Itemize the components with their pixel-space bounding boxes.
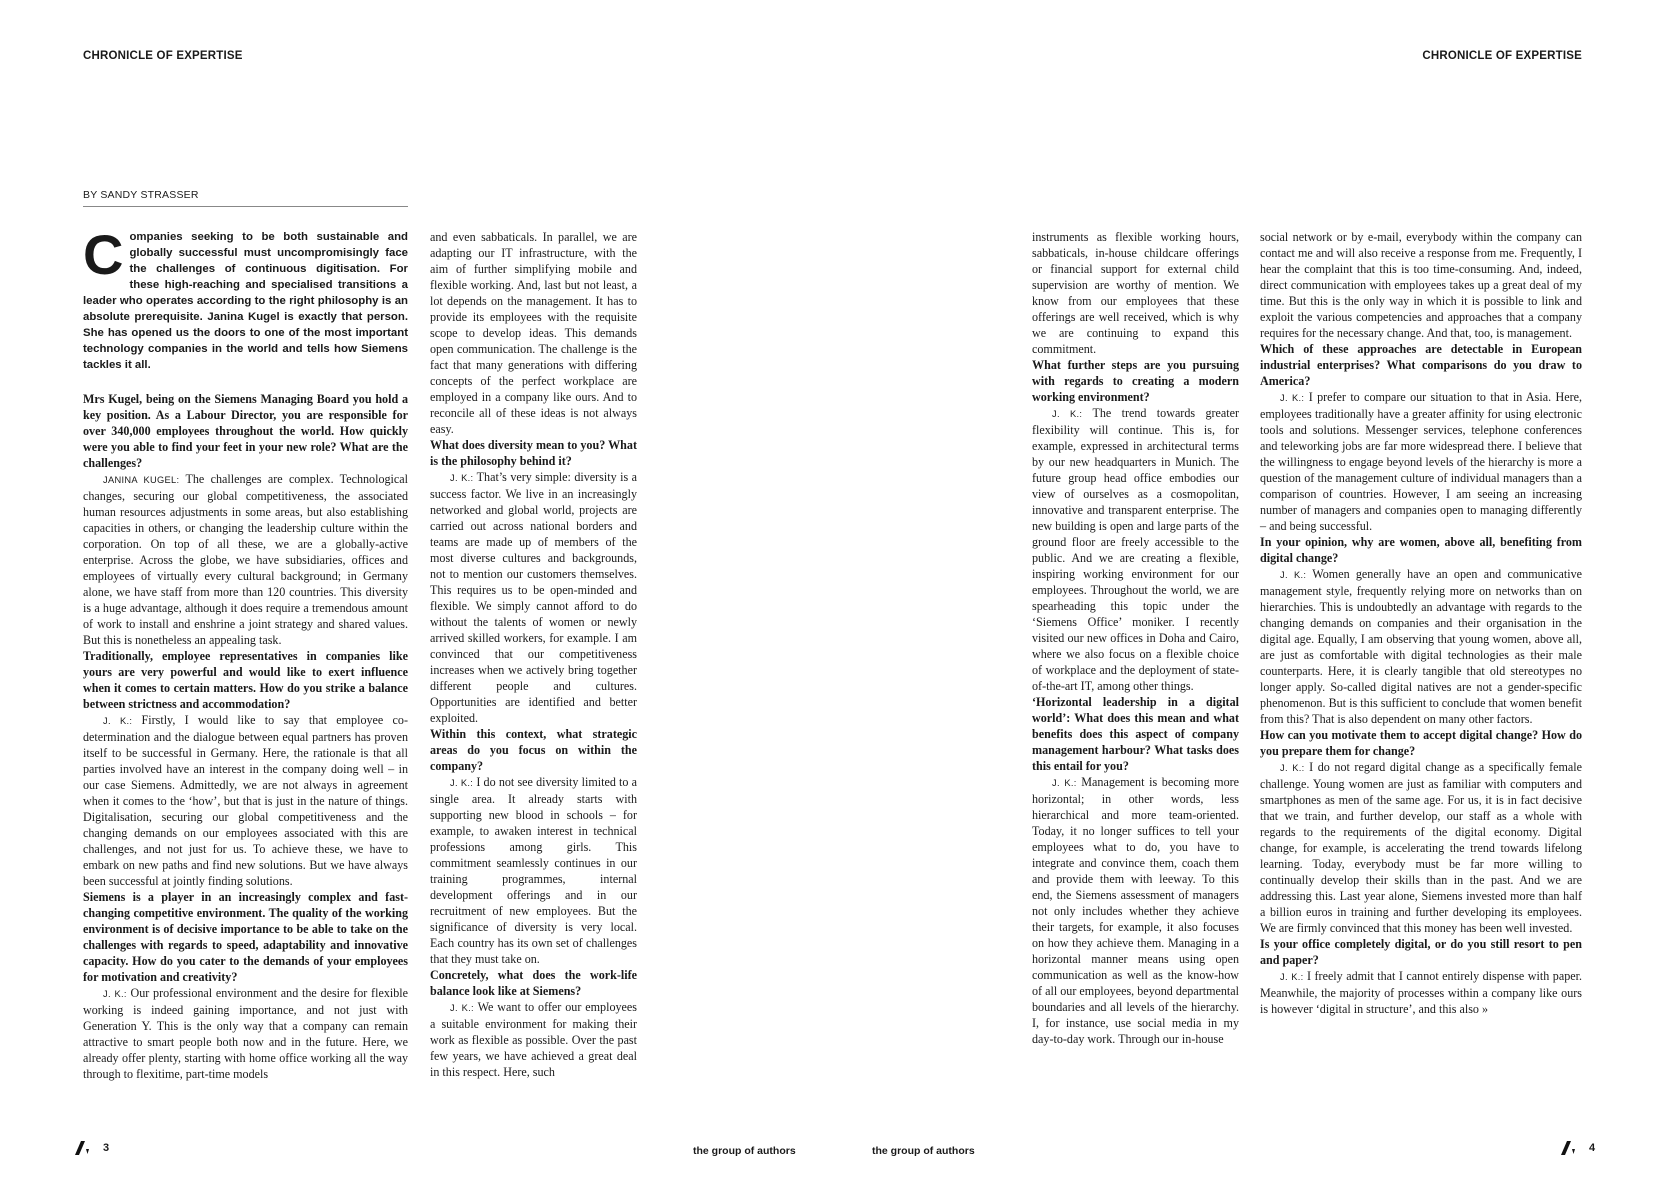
article-column-1	[83, 223, 409, 1082]
speaker-label: J. K.:	[450, 1003, 474, 1013]
question: How can you motivate them to accept digital change? How do you prepare them for change?	[1260, 728, 1582, 758]
intro-lead	[83, 223, 408, 373]
answer-text: I do not see diversity limited to a single area. It already starts with supporting new blood in schools – for example, to awaken interest in technical professions among girls. This commitment seamlessly continues in our training programmes, internal development offerings and in our recruitment of new employees. But the significance of diversity is very local. Each country has its own set of challenges that they must take on.	[430, 775, 638, 966]
page-number: 3	[103, 1142, 110, 1154]
speaker-label: J. K.:	[103, 989, 127, 999]
page-number-left	[75, 1141, 109, 1155]
speaker-label: J. K.:	[450, 778, 474, 788]
answer	[1032, 405, 1239, 694]
intro-text: ompanies seeking to be both sustainable and globally successful must uncompromisingly face the challenges of continuous digitisation. For these high-reaching and specialised transitions a leader who operates according to the right philosophy is an absolute prerequisite. Janina Kugel is exactly that person. She has opened us the doors to one of the most important technology companies in the world and tells how Siemens tackles it all.	[83, 231, 408, 371]
answer	[1260, 968, 1582, 1017]
answer	[83, 985, 408, 1082]
speaker-label: J. K.:	[1280, 972, 1304, 982]
answer-text: That’s very simple: diversity is a success factor. We live in an increasingly networked and global world, projects are carried out across national borders and teams are made up of members of the most diverse cultures and backgrounds, not to mention our customers themselves. This requires us to be open-minded and flexible. We simply cannot afford to do without the talents of women or newly arrived skilled workers, for example. I am convinced that our competitiveness increases when we actively bring together different people and cultures. Opportunities are identified and better exploited.	[430, 470, 637, 725]
answer	[430, 774, 637, 967]
question: ‘Horizontal leadership in a digital world’: What does this mean and what benefits does this aspect of company management harbour? What tasks does this entail for you?	[1032, 695, 1239, 773]
speaker-label: J. K.:	[450, 473, 474, 483]
answer	[83, 712, 408, 889]
question: Traditionally, employee representatives in companies like yours are very powerful and would like to exert influence when it comes to certain matters. How do you strike a balance between strictness and accommodation?	[83, 649, 408, 711]
question: Within this context, what strategic areas do you focus on within the company?	[430, 727, 637, 773]
answer	[430, 469, 637, 726]
question: Siemens is a player in an increasingly complex and fast-changing competitive environment. The quality of the working environment is of decisive importance to be able to take on the challenges with regards to speed, adaptability and innovative capacity. How do you cater to the demands of your employees for motivation and creativity?	[83, 890, 408, 984]
question: Which of these approaches are detectable in European industrial enterprises? What comparisons do you draw to America?	[1260, 342, 1582, 388]
answer-text: Management is becoming more horizontal; in other words, less hierarchical and more team-oriented. Today, it no longer suffices to tell your employees what to do, you have to integrate and convince them, coach them and provide them with leeway. To this end, the Siemens assessment of managers not only includes whether they achieve their targets, for example, it also focuses on how they achieve them. Managing in a horizontal manner means using open communication as well as the know-how of all our employees, beyond departmental boundaries and all levels of the hierarchy. I, for instance, use social media in my day-to-day work. Through our in-house	[1032, 775, 1240, 1046]
answer	[430, 999, 637, 1080]
answer	[1260, 389, 1582, 534]
answer	[1260, 759, 1582, 936]
answer	[1260, 566, 1582, 727]
slash-logo-icon	[75, 1141, 93, 1155]
speaker-label: J. K.:	[1052, 778, 1077, 788]
article-column-2	[430, 229, 637, 1080]
speaker-label: J. K.:	[1280, 393, 1305, 403]
answer-text: Firstly, I would like to say that employee co-determination and the dialogue between equal partners has proven itself to be successful in Germany. Here, the rationale is that all parties involved have an interest in the company doing well – in our case Siemens. Admittedly, we are not always in agreement when it comes to the ‘how’, but that is just in the nature of things. Digitalisation, securing our global competitiveness and the changing demands on our employees associated with this are challenges, and not just for us. To achieve these, we have to embark on new paths and find new solutions. But we have always been successful at jointly finding solutions.	[83, 713, 409, 888]
page-number: 4	[1589, 1142, 1596, 1154]
speaker-label: J. K.:	[103, 716, 133, 726]
answer-text: Our professional environment and the desire for flexible working is indeed gaining importance, and not just with Generation Y. This is the only way that a company can remain attractive to smart people both now and in the future. Here, we already offer plenty, starting with home office working all the way through to flexitime, part-time models	[83, 986, 408, 1081]
answer-text: The challenges are complex. Technological changes, securing our global competitiveness, the associated human resources adjustments in some areas, but also establishing capacities in others, or changing the leadership culture within the corporation. On top of all these, we are a globally-active enterprise. Across the globe, we have subsidiaries, offices and employees of virtually every cultural background; in Germany alone, we have staff from more than 120 countries. This diversity is a huge advantage, although it does require a tremendous amount of work to install and enshrine a joint strategy and shared values. But this is nonetheless an appealing task.	[83, 472, 408, 647]
speaker-label: J. K.:	[1052, 409, 1083, 419]
drop-cap: C	[83, 223, 124, 286]
page-number-right	[1561, 1141, 1595, 1155]
question: Is your office completely digital, or do you still resort to pen and paper?	[1260, 937, 1582, 967]
answer-continued: instruments as flexible working hours, sabbaticals, in-house childcare offerings or financial support for external child supervision are worthy of mention. We know from our employees that these offerings are well received, which is why we are continuing to expand this commitment.	[1032, 230, 1239, 356]
question: What does diversity mean to you? What is the philosophy behind it?	[430, 438, 637, 468]
footer-credit-right: the group of authors	[872, 1145, 975, 1157]
speaker-label: J. K.:	[1280, 570, 1307, 580]
article-column-4	[1260, 229, 1582, 1017]
answer-continued: social network or by e-mail, everybody within the company can contact me and will also receive a response from me. Frequently, I hear the complaint that this is too time-consuming. And, indeed, direct communication with employees takes up a great deal of my time. But this is the only way in which it is possible to link and exploit the various competencies and approaches that a company requires for the necessary change. And that, too, is management.	[1260, 230, 1582, 340]
running-head-right: CHRONICLE OF EXPERTISE	[1422, 50, 1582, 62]
answer	[1032, 774, 1239, 1047]
answer-text: The trend towards greater flexibility will continue. This is, for example, expressed in architectural terms by our new headquarters in Munich. The future group head office embodies our view of ourselves as a cosmopolitan, innovative and transparent enterprise. The new building is open and large parts of the ground floor are freely accessible to the public. And we are creating a flexible, inspiring working environment for our employees. Throughout the world, we are spearheading this topic under the ‘Siemens Office’ moniker. I recently visited our new offices in Doha and Cairo, where we also focus on a flexible choice of workplace and the deployment of state-of-the-art IT, among other things.	[1032, 406, 1240, 693]
running-head-left: CHRONICLE OF EXPERTISE	[83, 50, 243, 62]
byline: BY SANDY STRASSER	[83, 189, 408, 207]
question: In your opinion, why are women, above all, benefiting from digital change?	[1260, 535, 1582, 565]
footer-credit-left: the group of authors	[693, 1145, 796, 1157]
answer-text: I prefer to compare our situation to that in Asia. Here, employees traditionally have a greater affinity for using electronic tools and solutions. Messenger services, telephone conferences and teleworking jobs are far more widespread there. I believe that the willingness to engage beyond levels of the hierarchy is more a question of the management culture of individual managers than a comparison of countries. However, I am seeing an increasing number of managers and companies open to managing differently – and being successful.	[1260, 390, 1583, 533]
answer-text: I freely admit that I cannot entirely dispense with paper. Meanwhile, the majority of processes within a company like ours is however ‘digital in structure’, and this also »	[1260, 969, 1582, 1016]
answer	[83, 471, 408, 648]
article-column-3	[1032, 229, 1239, 1047]
speaker-label: JANINA KUGEL:	[103, 475, 180, 485]
slash-logo-icon	[1561, 1141, 1579, 1155]
question: What further steps are you pursuing with regards to creating a modern working environment?	[1032, 358, 1239, 404]
speaker-label: J. K.:	[1280, 763, 1305, 773]
question: Mrs Kugel, being on the Siemens Managing Board you hold a key position. As a Labour Director, you are responsible for over 340,000 employees throughout the world. How quickly were you able to find your feet in your new role? What are the challenges?	[83, 392, 408, 470]
question: Concretely, what does the work-life balance look like at Siemens?	[430, 968, 637, 998]
answer-text: Women generally have an open and communicative management style, frequently relying more on networks than on hierarchies. This is undoubtedly an advantage with regards to the changing demands on companies and their organisation in the digital age. Equally, I am observing that young women, above all, are just as comfortable with digital technologies as their male counterparts. Here, it is clearly tangible that old stereotypes no longer apply. So-called digital natives are not a gender-specific phenomenon. But is this sufficient to conclude that women benefit from this? That is also dependent on many other factors.	[1260, 567, 1582, 726]
answer-text: I do not regard digital change as a specifically female challenge. Young women are just as familiar with computers and smartphones as men of the same age. For us, it is in fact decisive that we train, and further develop, our staff as a whole with regards to the requirements of the digital economy. Digital change, for example, is accelerating the trend towards lifelong learning. Today, everybody must be far more willing to continually develop their skills than in the past. And we are addressing this. Last year alone, Siemens invested more than half a billion euros in training and further developing its employees. We are firmly convinced that this money has been well invested.	[1260, 760, 1582, 935]
answer-continued: and even sabbaticals. In parallel, we are adapting our IT infrastructure, with the aim of further simplifying mobile and flexible working. And, last but not least, a lot depends on the management. It has to provide its employees with the requisite scope to develop ideas. This demands open communication. The challenge is the fact that many generations with differing concepts of the perfect workplace are employed in a company like ours. And to reconcile all of these ideas is not always easy.	[430, 230, 637, 436]
answer-text: We want to offer our employees a suitable environment for making their work as flexible as possible. Over the past few years, we have achieved a great deal in this respect. Here, such	[430, 1000, 637, 1079]
